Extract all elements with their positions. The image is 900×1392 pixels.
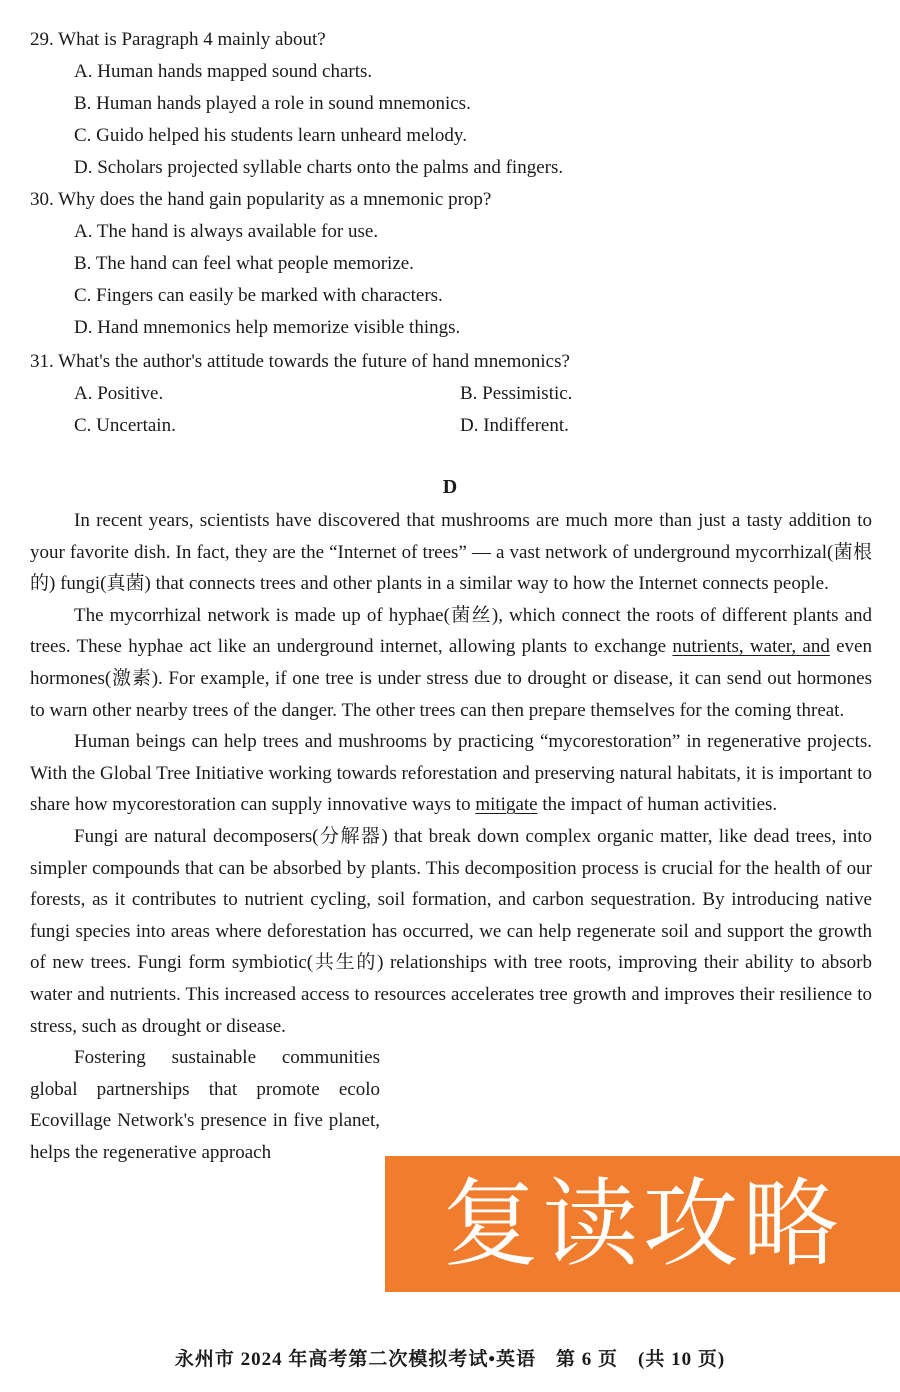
question-30-option-a: A. The hand is always available for use.	[74, 221, 379, 242]
question-31-option-c: C. Uncertain.	[74, 415, 176, 436]
question-29-option-c: C. Guido helped his students learn unheard melody.	[74, 125, 467, 146]
page-footer: 永州市 2024 年高考第二次模拟考试•英语 第 6 页 (共 10 页)	[174, 1349, 726, 1370]
underlined-phrase: nutrients, water, and	[672, 636, 830, 658]
section-heading: D	[442, 476, 458, 498]
paragraph-3	[30, 726, 872, 821]
paragraph-3-text-a: Human beings can help trees and mushrooms by practicing “mycorestoration” in regenerative projects. With the Global Tree Initiative working towards reforestation and preserving natural habitats, it is important to share how mycorestoration can supply innovative ways to	[30, 731, 872, 816]
reading-passage	[30, 505, 872, 1168]
paragraph-5: Fostering sustainable communities global partnerships that promote ecolo Ecovillage Network's presence in five planet, helps the regenerative approach	[30, 1047, 380, 1163]
question-30-stem: 30. Why does the hand gain popularity as a mnemonic prop?	[30, 189, 492, 210]
watermark-banner: 复读攻略	[385, 1156, 900, 1292]
question-30-option-d: D. Hand mnemonics help memorize visible things.	[74, 317, 461, 338]
paragraph-2-text-a: The mycorrhizal network is made up of hyphae(菌丝), which connect the roots of different plants and trees. These hyphae act like an underground internet, allowing plants to exchange	[30, 604, 872, 658]
question-31-stem: 31. What's the author's attitude towards the future of hand mnemonics?	[30, 351, 570, 372]
paragraph-3-text-b: the impact of human activities.	[537, 794, 778, 816]
question-29-option-a: A. Human hands mapped sound charts.	[74, 61, 373, 82]
question-31-option-b: B. Pessimistic.	[460, 383, 573, 404]
question-31-option-d: D. Indifferent.	[460, 415, 569, 436]
question-30-option-b: B. The hand can feel what people memorize.	[74, 253, 414, 274]
question-29-stem: 29. What is Paragraph 4 mainly about?	[30, 29, 326, 50]
paragraph-2-text-b: even hormones(激素). For example, if one tree is under stress due to drought or disease, it can send out hormones to warn other nearby trees of the danger. The other trees can then prepare themselves for the coming threat.	[30, 636, 872, 721]
paragraph-1: In recent years, scientists have discovered that mushrooms are much more than just a tasty addition to your favorite dish. In fact, they are the “Internet of trees” — a vast network of underground mycorrhizal(菌根的) fungi(真菌) that connects trees and other plants in a similar way to how the Internet connects people.	[30, 510, 872, 595]
question-31-option-a: A. Positive.	[74, 383, 164, 404]
question-29-option-d: D. Scholars projected syllable charts onto the palms and fingers.	[74, 157, 564, 178]
paragraph-4: Fungi are natural decomposers(分解器) that break down complex organic matter, like dead trees, into simpler compounds that can be absorbed by plants. This decomposition process is crucial for the health of our forests, as it contributes to nutrient cycling, soil formation, and carbon sequestration. By introducing native fungi species into areas where deforestation has occurred, we can help regenerate soil and support the growth of new trees. Fungi form symbiotic(共生的) relationships with tree roots, improving their ability to absorb water and nutrients. This increased access to resources accelerates tree growth and improves their resilience to stress, such as drought or disease.	[30, 825, 872, 1037]
question-29-option-b: B. Human hands played a role in sound mnemonics.	[74, 93, 471, 114]
underlined-word-mitigate: mitigate	[475, 794, 538, 816]
question-30-option-c: C. Fingers can easily be marked with characters.	[74, 285, 443, 306]
paragraph-2	[30, 600, 872, 726]
